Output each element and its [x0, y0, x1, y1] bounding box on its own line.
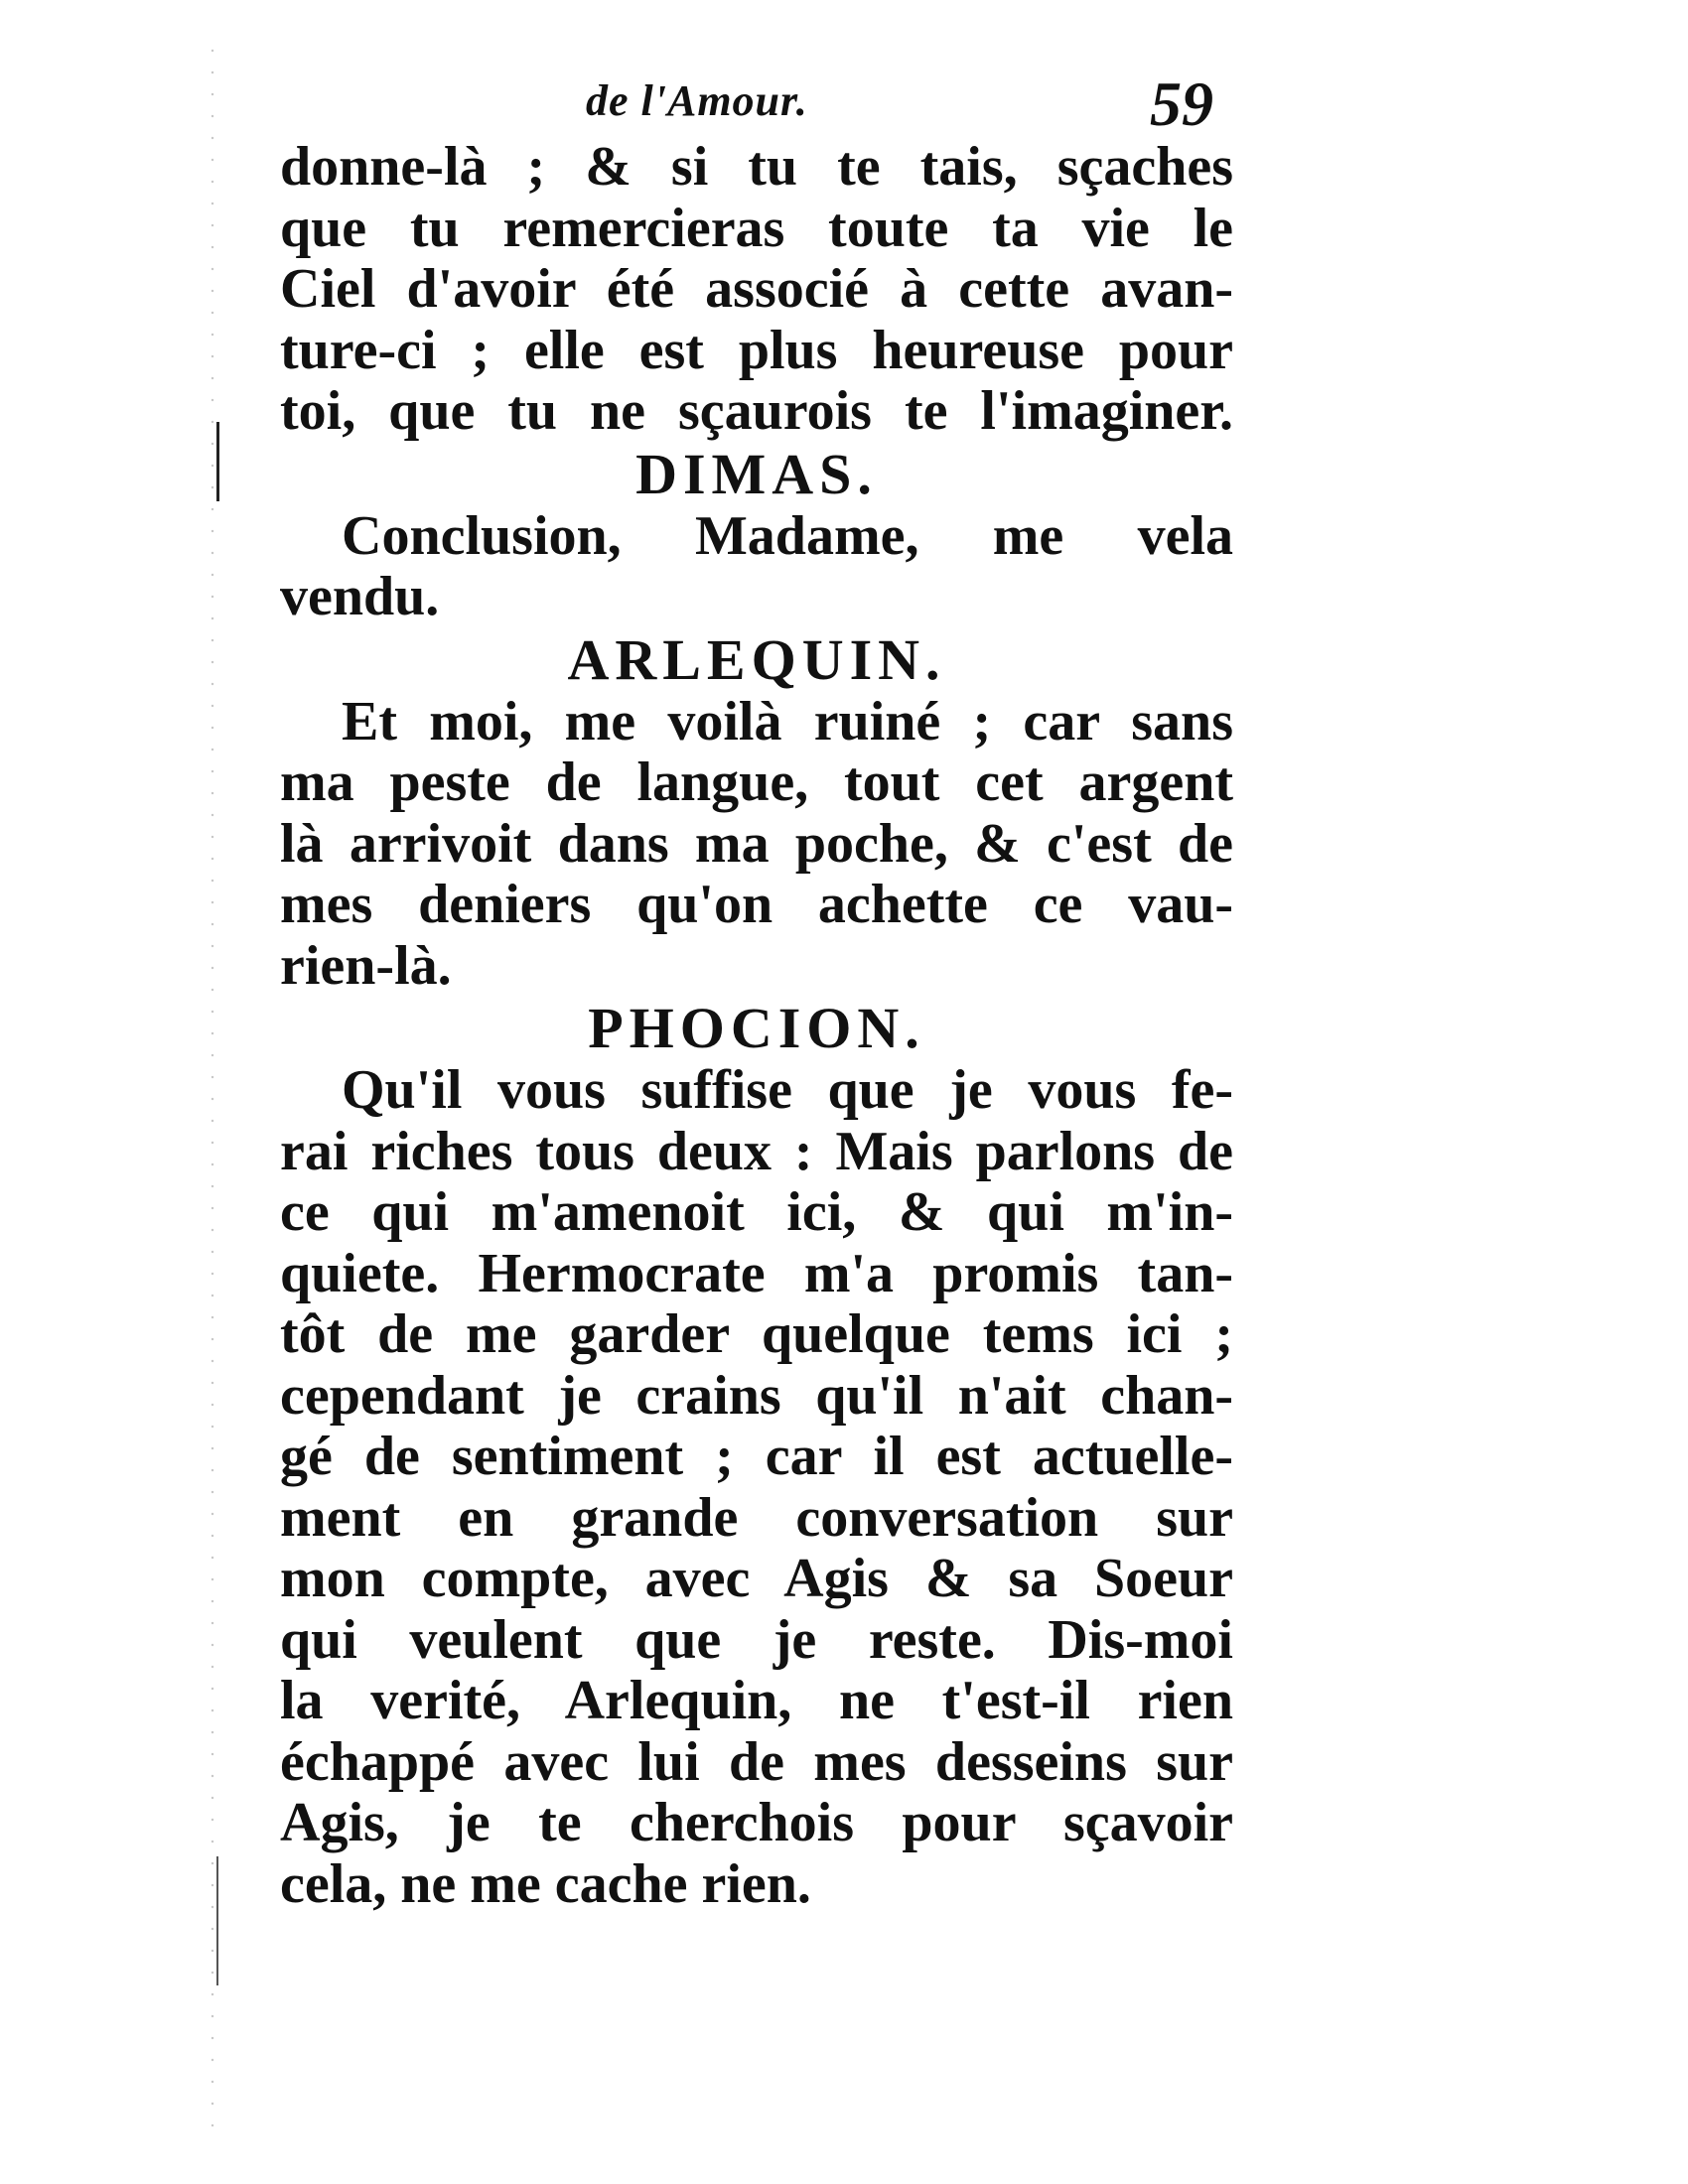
running-title: de l'Amour.	[586, 76, 808, 125]
page-number: 59	[1150, 68, 1213, 139]
text-line: Qu'il vous suffise que je vous fe-	[342, 1059, 1233, 1121]
margin-rule-mark	[216, 1856, 218, 1985]
text-line: là arrivoit dans ma poche, & c'est de	[280, 812, 1233, 875]
text-line: Conclusion, Madame, me vela	[342, 504, 1233, 567]
text-line: Et moi, me voilà ruiné ; car sans	[342, 690, 1233, 752]
text-line: que tu remercieras toute ta vie le	[280, 197, 1233, 259]
text-line: qui veulent que je reste. Dis-moi	[280, 1608, 1233, 1671]
paragraph	[280, 692, 1233, 998]
text-line: mon compte, avec Agis & sa Soeur	[280, 1548, 1233, 1609]
margin-rule-mark	[216, 422, 219, 501]
text-line: tôt de me garder quelque tems ici ;	[280, 1303, 1233, 1365]
text-line: gé de sentiment ; car il est actuelle-	[280, 1426, 1233, 1487]
running-head	[586, 68, 1231, 137]
speaker-name: PHOCION.	[588, 996, 925, 1060]
speaker-name: ARLEQUIN.	[567, 626, 946, 692]
text-line: quiete. Hermocrate m'a promis tan-	[280, 1242, 1233, 1304]
paragraph	[280, 137, 1233, 443]
text-line: la verité, Arlequin, ne t'est-il rien	[280, 1670, 1233, 1731]
text-line: cependant je crains qu'il n'ait chan-	[280, 1364, 1233, 1427]
text-line: ture-ci ; elle est plus heureuse pour	[280, 319, 1233, 381]
text-line: ma peste de langue, tout cet argent	[280, 751, 1233, 813]
text-line: mes deniers qu'on achette ce vau-	[280, 874, 1233, 935]
paragraph	[280, 506, 1233, 628]
text-line: rai riches tous deux : Mais parlons de	[280, 1120, 1233, 1182]
text-line: ment en grande conversation sur	[280, 1486, 1233, 1549]
text-line: ce qui m'amenoit ici, & qui m'in-	[280, 1181, 1233, 1243]
text-line: Agis, je te cherchois pour sçavoir	[280, 1792, 1233, 1853]
text-line: Ciel d'avoir été associé à cette avan-	[280, 258, 1233, 320]
text-line: rien-là.	[280, 934, 452, 997]
text-body	[280, 137, 1233, 1915]
margin-scan-artifact	[211, 40, 214, 2144]
text-line: vendu.	[280, 566, 440, 627]
text-line: échappé avec lui de mes desseins sur	[280, 1730, 1233, 1793]
paragraph	[280, 1060, 1233, 1915]
text-line: donne-là ; & si tu te tais, sçaches	[280, 136, 1233, 198]
speaker-name: DIMAS.	[635, 441, 878, 506]
text-line: toi, que tu ne sçaurois te l'imaginer.	[280, 380, 1233, 442]
text-line: cela, ne me cache rien.	[280, 1852, 811, 1915]
